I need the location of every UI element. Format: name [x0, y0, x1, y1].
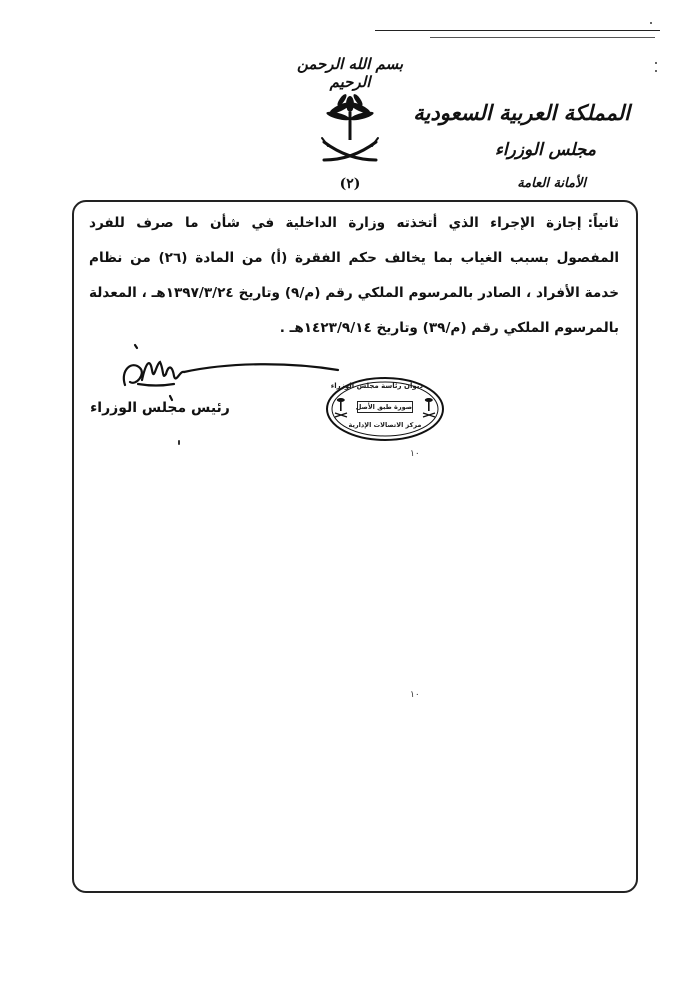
resolution-clause [89, 206, 619, 346]
prime-minister-title: رئيس مجلس الوزراء [90, 400, 230, 416]
signature-dot [178, 440, 180, 445]
page-number: (٢) [339, 176, 361, 192]
top-rule-short [430, 37, 655, 38]
secretariat-name: الأمانة العامة [517, 176, 586, 191]
clause-text: إجازة الإجراء الذي أتخذته وزارة الداخلية في شأن ما صرف للفرد المفصول بسبب الغياب بما يخالف حكم الفقرة (أ) من المادة (٢٦) من نظام خدمة الأفراد ، الصادر بالمرسوم الملكي رقم (م/٩) وتاريخ ١٣٩٧/٣/٢٤هـ ، المعدلة بالمرسوم الملكي رقم (م/٣٩) وتاريخ ١٤٢٣/٩/١٤هـ . [89, 215, 619, 336]
clause-label: ثانياً: [587, 215, 619, 231]
stamp-middle-text: صورة طبق الأصل [355, 403, 412, 411]
saudi-palm-swords-emblem-icon [318, 94, 382, 170]
top-rule-long [375, 30, 660, 31]
content-frame [72, 200, 638, 893]
scan-mark: ١٠ [410, 690, 420, 700]
kingdom-name: المملكة العربية السعودية [413, 100, 630, 125]
scan-mark: ١٠ [410, 449, 420, 459]
scan-speck [655, 62, 657, 64]
basmala: بسم الله الرحمن الرحيم [296, 55, 404, 91]
stamp-bottom-text: مركز الاتصالات الإدارية [348, 421, 422, 429]
council-name: مجلس الوزراء [494, 140, 596, 160]
stamp-top-text: ديوان رئاسة مجلس الوزراء [330, 382, 423, 390]
scan-speck [650, 22, 652, 24]
stamp-left-emblem-icon [335, 398, 347, 417]
scan-speck [655, 70, 657, 72]
stamp-right-emblem-icon [423, 398, 435, 417]
